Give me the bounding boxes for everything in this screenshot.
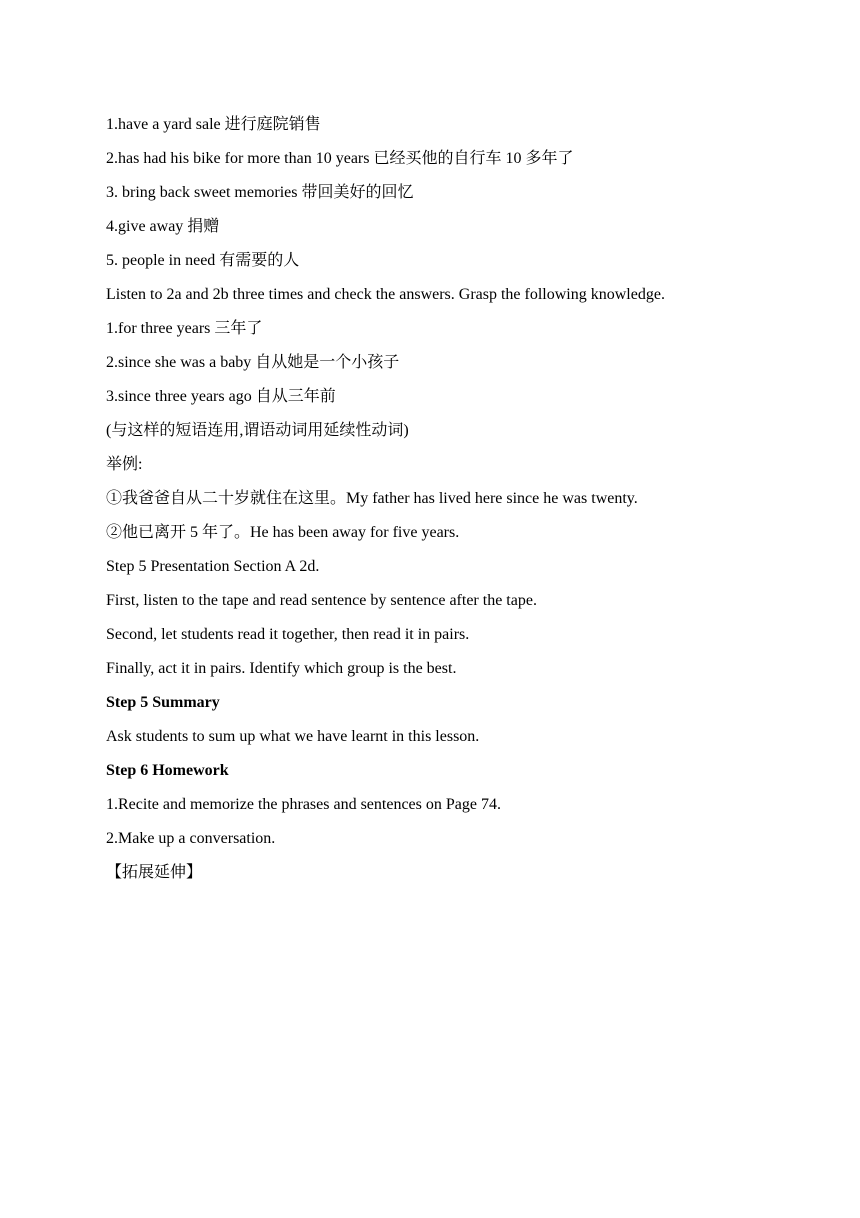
homework-item-1: 1.Recite and memorize the phrases and sentences on Page 74. (106, 796, 501, 813)
summary-text: Ask students to sum up what we have learnt in this lesson. (106, 728, 480, 745)
listening-instruction: Listen to 2a and 2b three times and check the answers. Grasp the following knowledge. (106, 286, 665, 303)
examples-label: 举例: (106, 456, 143, 473)
presentation-step-3: Finally, act it in pairs. Identify which group is the best. (106, 660, 457, 677)
extension-heading: 【拓展延伸】 (106, 864, 203, 881)
example-line-2: ②他已离开 5 年了。He has been away for five years. (106, 524, 460, 541)
knowledge-line-3: 3.since three years ago 自从三年前 (106, 388, 336, 405)
document-page (106, 108, 806, 890)
summary-heading: Step 5 Summary (106, 694, 220, 711)
phrase-line-1: 1.have a yard sale 进行庭院销售 (106, 116, 321, 133)
phrase-line-2: 2.has had his bike for more than 10 years 已经买他的自行车 10 多年了 (106, 150, 574, 167)
grammar-note: (与这样的短语连用,谓语动词用延续性动词) (106, 422, 409, 439)
phrase-line-4: 4.give away 捐赠 (106, 218, 220, 235)
presentation-step-2: Second, let students read it together, then read it in pairs. (106, 626, 470, 643)
phrase-line-5: 5. people in need 有需要的人 (106, 252, 300, 269)
example-line-1: ①我爸爸自从二十岁就住在这里。My father has lived here since he was twenty. (106, 490, 638, 507)
step-presentation-heading: Step 5 Presentation Section A 2d. (106, 558, 320, 575)
homework-heading: Step 6 Homework (106, 762, 229, 779)
presentation-step-1: First, listen to the tape and read sentence by sentence after the tape. (106, 592, 537, 609)
knowledge-line-1: 1.for three years 三年了 (106, 320, 263, 337)
phrase-line-3: 3. bring back sweet memories 带回美好的回忆 (106, 184, 414, 201)
homework-item-2: 2.Make up a conversation. (106, 830, 276, 847)
knowledge-line-2: 2.since she was a baby 自从她是一个小孩子 (106, 354, 400, 371)
